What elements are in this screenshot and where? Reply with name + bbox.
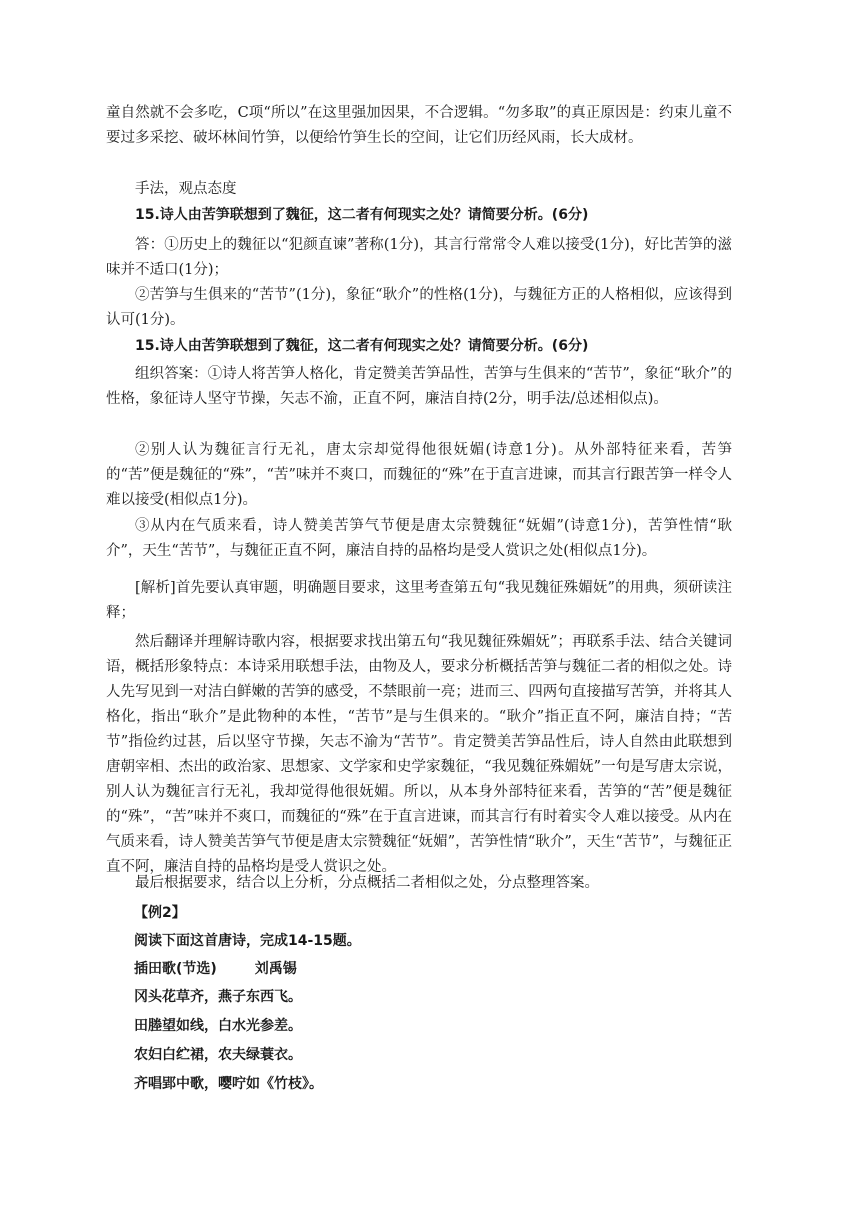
paragraph-option-c-analysis: 童自然就不会多吃，C项“所以”在这里强加因果，不合逻辑。“勿多取”的真正原因是：约束儿童不要过多采挖、破坏林间竹笋，以便给竹笋生长的空间，让它们历经风雨，长大成材。 (106, 105, 732, 146)
analysis-step-3: 最后根据要求，结合以上分析，分点概括二者相似之处，分点整理答案。 (135, 875, 599, 891)
analysis-step-1: [解析]首先要认真审题，明确题目要求，这里考查第五句“我见魏征殊媚妩”的用典，须研读注释； (106, 580, 732, 621)
paragraph-technique-note: 手法，观点态度 (135, 181, 237, 197)
poem-line: 田塍望如线，白水光参差。 (134, 1018, 302, 1034)
poem-line: 齐唱郢中歌，嘤咛如《竹枝》。 (134, 1076, 323, 1092)
answer-point-2: ②苦笋与生俱来的“苦节”(1分)，象征“耿介”的性格(1分)，与魏征方正的人格相似，应该得到认可(1分)。 (106, 287, 732, 328)
organized-answer-3: ③从内在气质来看，诗人赞美苦笋气节便是唐太宗赞魏征“妩媚”(诗意1分)，苦笋性情“耿介”，天生“苦节”，与魏征正直不阿，廉洁自持的品格均是受人赏识之处(相似点1分)。 (106, 518, 732, 559)
question-15-heading-repeat: 15.诗人由苦笋联想到了魏征，这二者有何现实之处？请简要分析。(6分) (135, 338, 589, 354)
organized-answer-2: ②别人认为魏征言行无礼，唐太宗却觉得他很妩媚(诗意1分)。从外部特征来看，苦笋的“苦”便是魏征的“殊”，“苦”味并不爽口，而魏征的“殊”在于直言进谏，而其言行跟苦笋一样令人难以接受(相似点1分)。 (106, 442, 732, 508)
poem-author: 刘禹锡 (254, 961, 297, 977)
example-2-heading: 【例2】 (134, 905, 186, 921)
reading-instruction: 阅读下面这首唐诗，完成14-15题。 (134, 933, 361, 949)
poem-title-line (134, 957, 297, 981)
answer-point-1: 答：①历史上的魏征以“犯颜直谏”著称(1分)，其言行常常令人难以接受(1分)，好比苦笋的滋味并不适口(1分)； (106, 237, 732, 278)
analysis-step-2: 然后翻译并理解诗歌内容，根据要求找出第五句“我见魏征殊媚妩”；再联系手法、结合关键词语，概括形象特点：本诗采用联想手法，由物及人，要求分析概括苦笋与魏征二者的相似之处。诗人先写见到一对洁白鲜嫩的苦笋的感受，不禁眼前一亮；进而三、四两句直接描写苦笋，并将其人格化，指出“耿介”是此物种的本性，“苦节”是与生俱来的。“耿介”指正直不阿，廉洁自持；“苦节”指俭约过甚，后以坚守节操，矢志不渝为“苦节”。肯定赞美苦笋品性后，诗人自然由此联想到唐朝宰相、杰出的政治家、思想家、文学家和史学家魏征，“我见魏征殊媚妩”一句是写唐太宗说，别人认为魏征言行无礼，我却觉得他很妩媚。所以，从本身外部特征来看，苦笋的“苦”便是魏征的“殊”，“苦”味并不爽口，而魏征的“殊”在于直言进谏，而其言行有时着实令人难以接受。从内在气质来看，诗人赞美苦笋气节便是唐太宗赞魏征“妩媚”，苦笋性情“耿介”，天生“苦节”，与魏征正直不阿，廉洁自持的品格均是受人赏识之处。 (106, 634, 732, 875)
question-15-heading: 15.诗人由苦笋联想到了魏征，这二者有何现实之处？请简要分析。(6分) (135, 207, 589, 223)
organized-answer-1: 组织答案：①诗人将苦笋人格化，肯定赞美苦笋品性，苦笋与生俱来的“苦节”，象征“耿介”的性格，象征诗人坚守节操，矢志不渝，正直不阿，廉洁自持(2分，明手法/总述相似点)。 (106, 366, 732, 407)
poem-title: 插田歌(节选) (134, 961, 217, 977)
poem-line: 农妇白纻裙，农夫绿蓑衣。 (134, 1047, 302, 1063)
poem-line: 冈头花草齐，燕子东西飞。 (134, 989, 302, 1005)
